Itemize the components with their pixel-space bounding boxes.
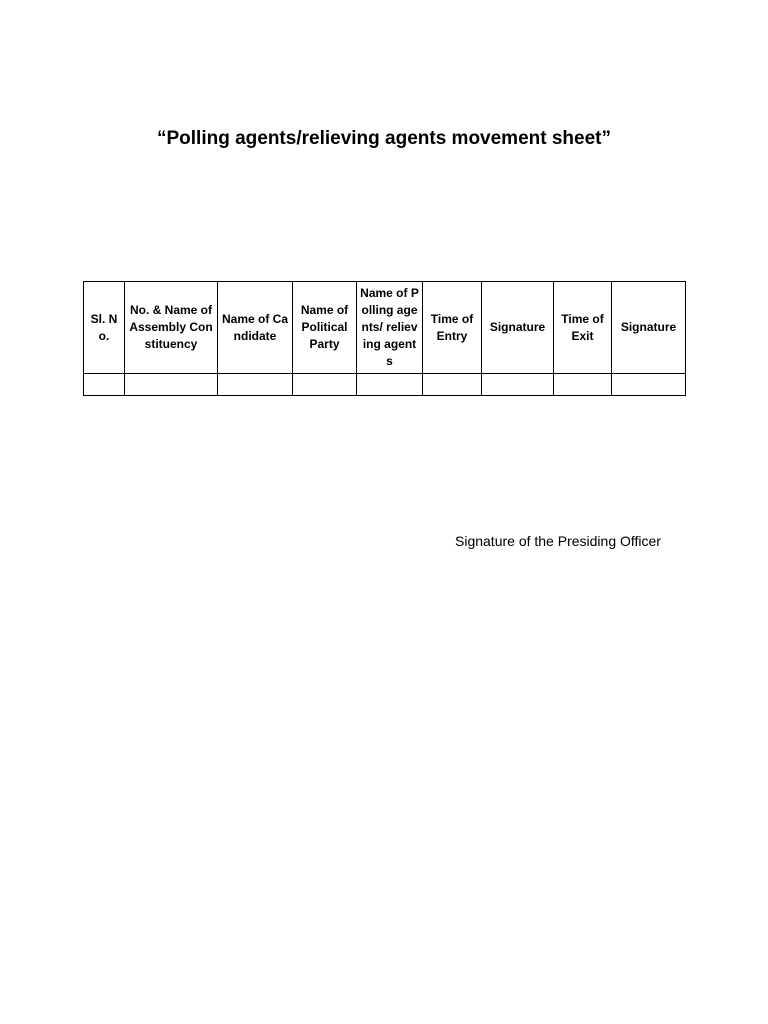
header-assembly-constituency: No. & Name of Assembly Constituency (125, 282, 218, 374)
header-political-party: Name of Political Party (293, 282, 357, 374)
table-cell (218, 374, 293, 396)
header-exit-signature: Signature (612, 282, 686, 374)
table-cell (482, 374, 554, 396)
table-cell (84, 374, 125, 396)
table-cell (357, 374, 423, 396)
header-entry-signature: Signature (482, 282, 554, 374)
presiding-officer-signature-label: Signature of the Presiding Officer (455, 533, 661, 549)
movement-sheet-table (83, 281, 686, 396)
table-cell (423, 374, 482, 396)
table-cell (293, 374, 357, 396)
header-time-of-exit: Time of Exit (554, 282, 612, 374)
header-polling-agents: Name of Polling agents/ relieving agents (357, 282, 423, 374)
document-title: “Polling agents/relieving agents movement sheet” (156, 128, 611, 149)
table-cell (612, 374, 686, 396)
header-candidate-name: Name of Candidate (218, 282, 293, 374)
table-row (84, 374, 686, 396)
table-cell (554, 374, 612, 396)
header-sl-no: Sl. No. (84, 282, 125, 374)
header-time-of-entry: Time of Entry (423, 282, 482, 374)
table-cell (125, 374, 218, 396)
table-header-row (84, 282, 686, 374)
